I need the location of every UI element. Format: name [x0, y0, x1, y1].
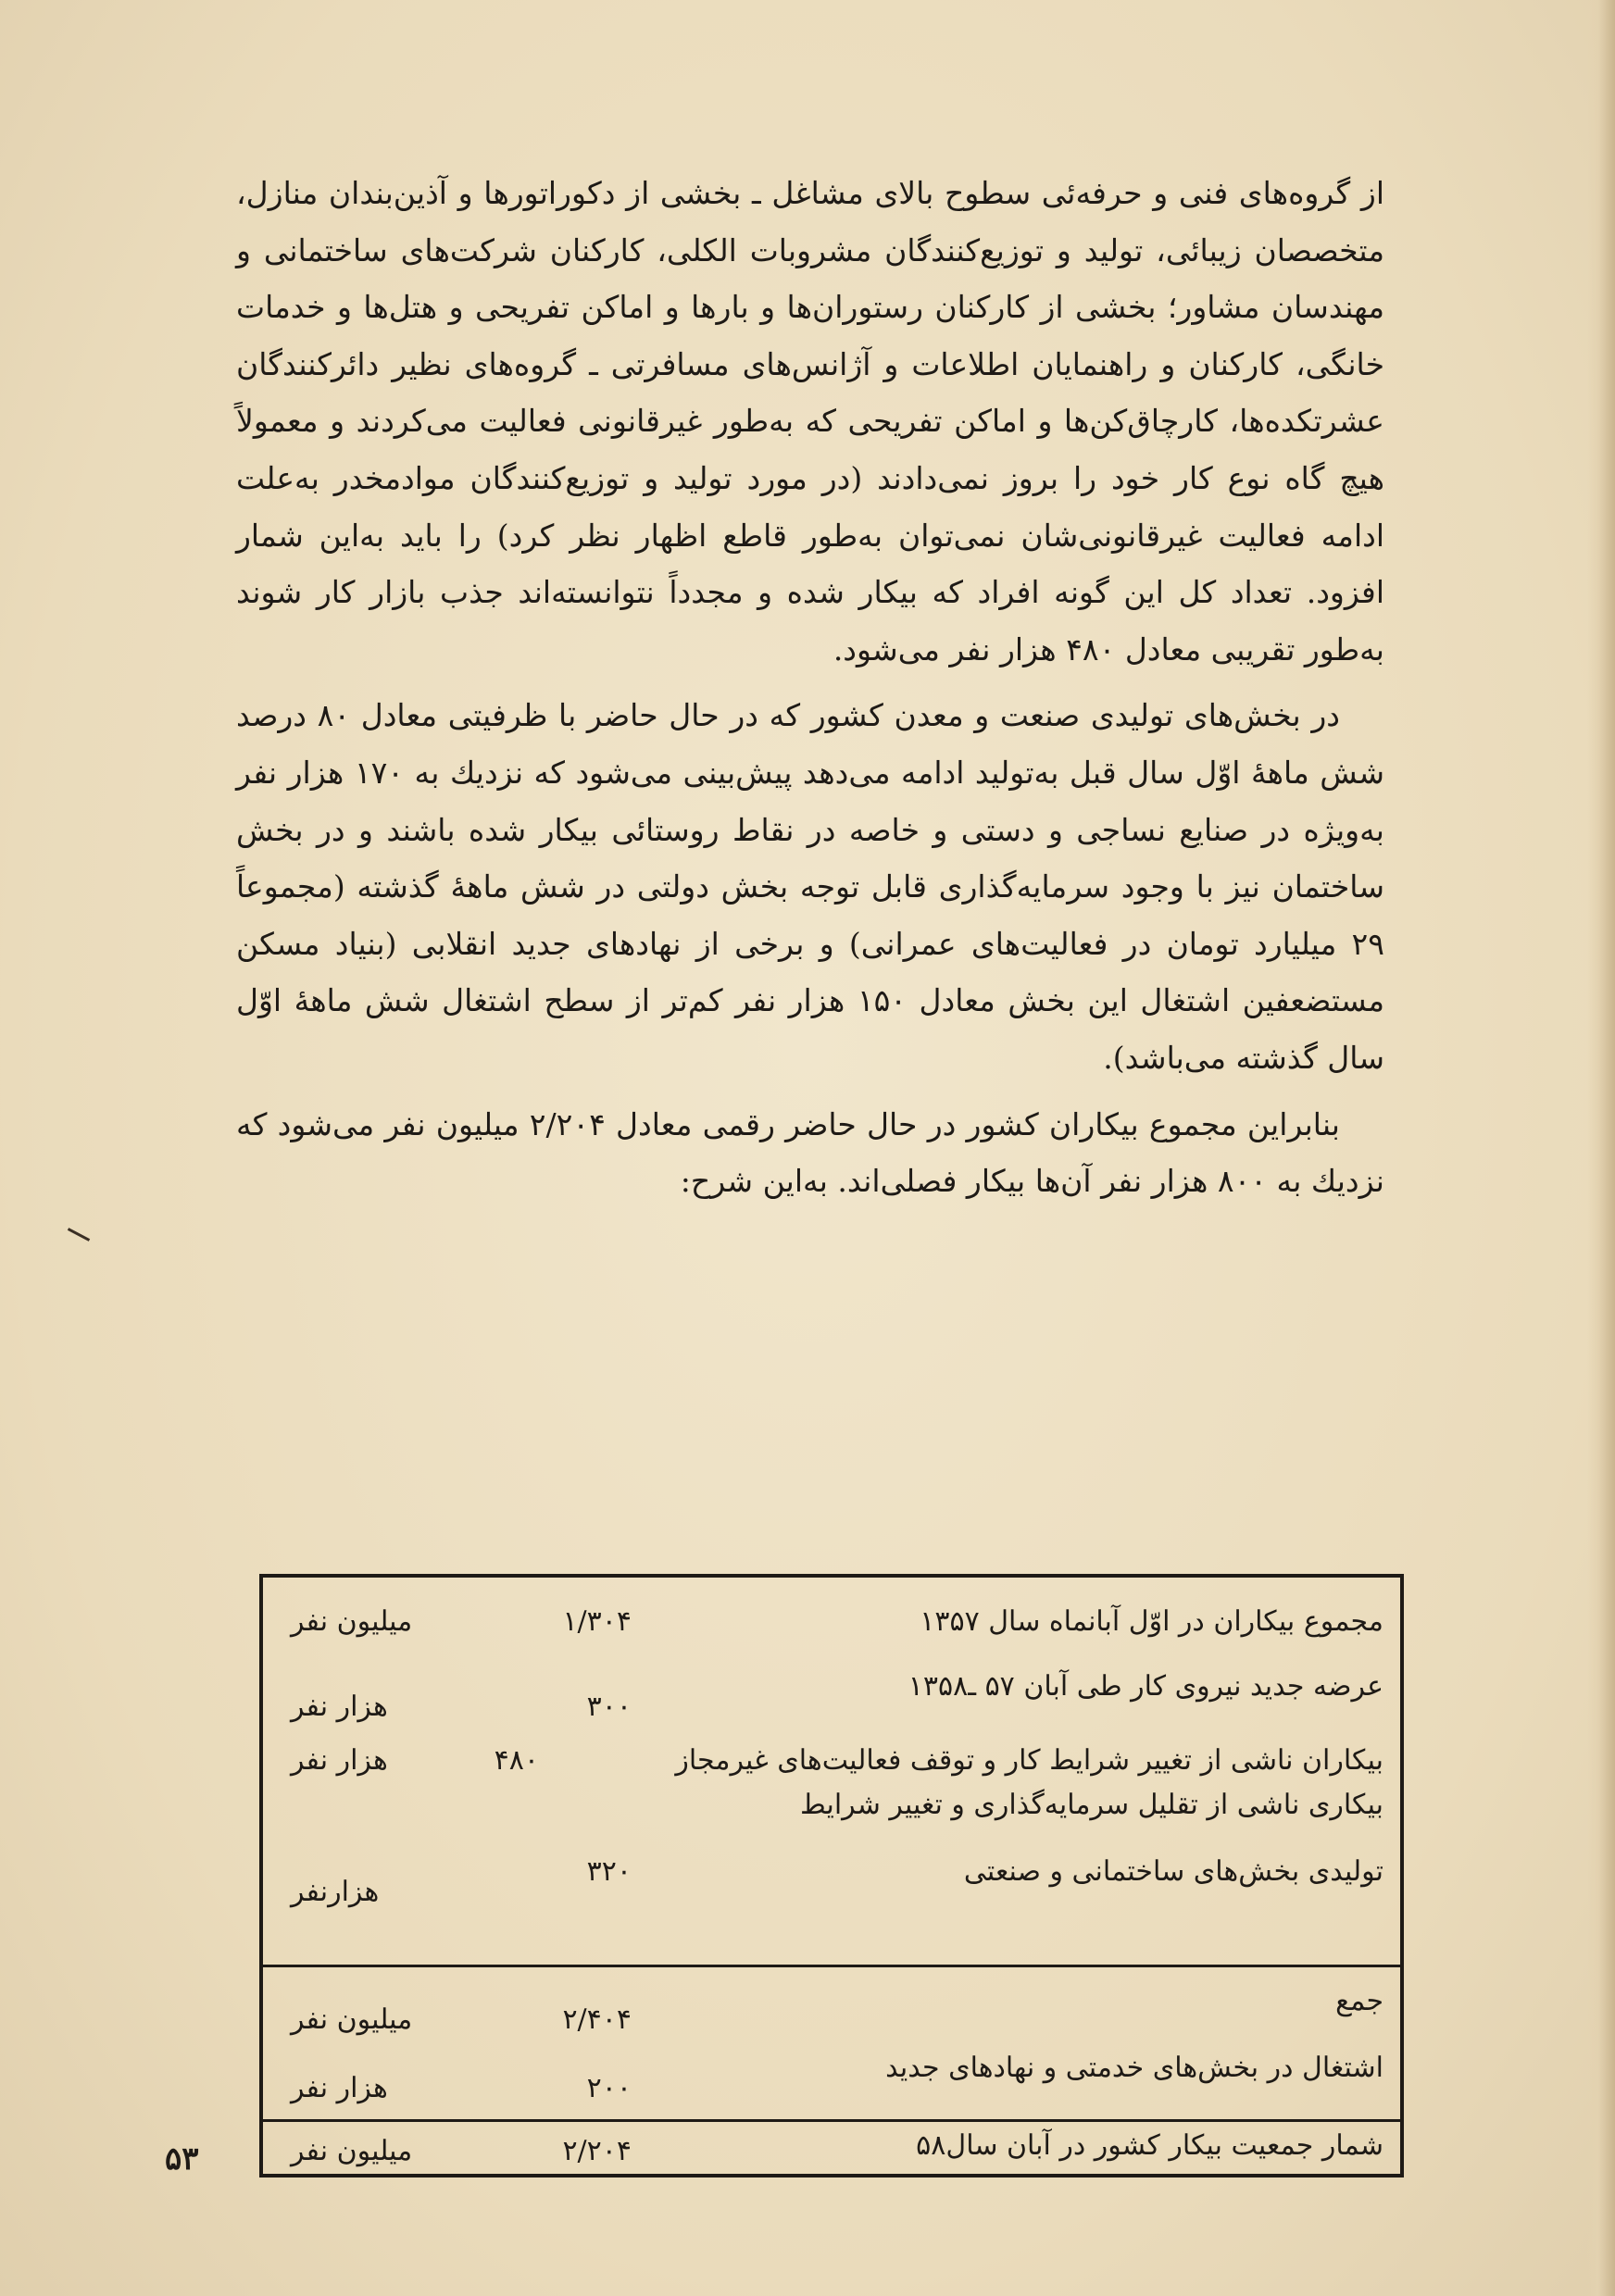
row-value: ۳۲۰ [586, 1855, 632, 1888]
employment-label: اشتغال در بخش‌های خدمتی و نهادهای جدید [885, 2052, 1383, 2084]
paragraph-2: در بخش‌های تولیدی صنعت و معدن کشور که در حال حاضر با ظرفیتی معادل ۸۰ درصد شش ماههٔ اوّل سال قبل به‌تولید ادامه می‌دهد پیش‌بینی می‌شود که نزدیك به ۱۷۰ هزار نفر به‌ویژه در صنایع نساجی و دستی و خاصه در نقاط روستائی بیکار شده باشند و در بخش ساختمان نیز با وجود سرمایه‌گذاری قابل توجه بخش دولتی در شش ماههٔ گذشته (مجموعاً ۲۹ میلیارد تومان در فعالیت‌های عمرانی) و برخی از نهادهای جدید انقلابی (بنیاد مسکن مستضعفین اشتغال این بخش معادل ۱۵۰ هزار نفر کم‌تر از سطح اشتغال شش ماههٔ اوّل سال گذشته می‌باشد). [236, 697, 1385, 1076]
row-label: تولیدی بخش‌های ساختمانی و صنعتی [963, 1855, 1383, 1888]
table-row [263, 1670, 1400, 1723]
table-row [263, 1855, 1400, 1908]
final-value: ۲/۲۰۴ [562, 2135, 632, 2167]
row-label: بیکاران ناشی از تغییر شرایط کار و توقف فعالیت‌های غیرمجاز [675, 1744, 1383, 1777]
table-row [263, 1789, 1400, 1826]
employment-unit: هزار نفر [291, 2072, 388, 2104]
row-unit: هزار نفر [291, 1744, 388, 1777]
final-unit: میلیون نفر [291, 2135, 413, 2167]
row-label: بیکاری ناشی از تقلیل سرمایه‌گذاری و تغییر شرایط [800, 1789, 1383, 1821]
total-unit: میلیون نفر [291, 2003, 413, 2036]
row-label: عرضه جدید نیروی کار طی آبان ۵۷ ـ۱۳۵۸ [908, 1670, 1383, 1703]
row-label: مجموع بیکاران در اوّل آبانماه سال ۱۳۵۷ [920, 1605, 1383, 1638]
paragraph-3: بنابراین مجموع بیکاران کشور در حال حاضر رقمی معادل ۲/۲۰۴ میلیون نفر می‌شود که نزدیك به ۸۰۰ هزار نفر آن‌ها بیکار فصلی‌اند. به‌این شرح: [236, 1105, 1384, 1200]
total-value: ۲/۴۰۴ [562, 2003, 632, 2036]
unemployment-table [259, 1574, 1404, 2177]
table-row [263, 2052, 1400, 2104]
table-divider [263, 2119, 1400, 2122]
row-value: ۴۸۰ [494, 1744, 539, 1777]
table-total-row [263, 1985, 1400, 2036]
paragraph-1: از گروه‌های فنی و حرفه‌ئی سطوح بالای مشاغل ـ بخشی از دکوراتورها و آذین‌بندان منازل، متخصصان زیبائی، تولید و توزیع‌کنندگان مشروبات الکلی، کارکنان شرکت‌های ساختمانی و مهندسان مشاور؛ بخشی از کارکنان رستوران‌ها و بارها و اماکن تفریحی و هتل‌ها و خدمات خانگی، کارکنان و راهنمایان اطلاعات و آژانس‌های مسافرتی ـ گروه‌های نظیر دائرکنندگان عشرتکده‌ها، کارچاق‌کن‌ها و اماکن تفریحی که به‌طور غیرقانونی فعالیت می‌کردند و معمولاً هیچ گاه نوع کار خود را بروز نمی‌دادند (در مورد تولید و توزیع‌کنندگان موادمخدر به‌علت ادامه فعالیت غیرقانونی‌شان نمی‌توان به‌طور قاطع اظهار نظر کرد) را باید به‌این شمار افزود. تعداد کل این گونه افراد که بیکار شده و مجدداً نتوانسته‌اند جذب بازار کار شوند به‌طور تقریبی معادل ۴۸۰ هزار نفر می‌شود. [236, 175, 1384, 668]
page-number: ۵۳ [165, 2140, 199, 2177]
row-value: ۱/۳۰۴ [562, 1605, 632, 1638]
body-text [236, 165, 1384, 1210]
row-unit: هزارنفر [291, 1876, 380, 1908]
row-value: ۳۰۰ [586, 1691, 632, 1723]
row-unit: میلیون نفر [291, 1605, 413, 1638]
table-row [263, 1744, 1400, 1781]
scan-edge-shadow [1587, 0, 1615, 2296]
table-row [263, 1605, 1400, 1642]
row-unit: هزار نفر [291, 1691, 388, 1723]
total-label: جمع [1335, 1985, 1383, 2017]
table-final-row [263, 2129, 1400, 2166]
table-divider [263, 1965, 1400, 1967]
stray-ink-mark [68, 1228, 90, 1242]
employment-value: ۲۰۰ [586, 2072, 632, 2104]
final-label: شمار جمعیت بیکار کشور در آبان سال۵۸ [916, 2129, 1383, 2162]
